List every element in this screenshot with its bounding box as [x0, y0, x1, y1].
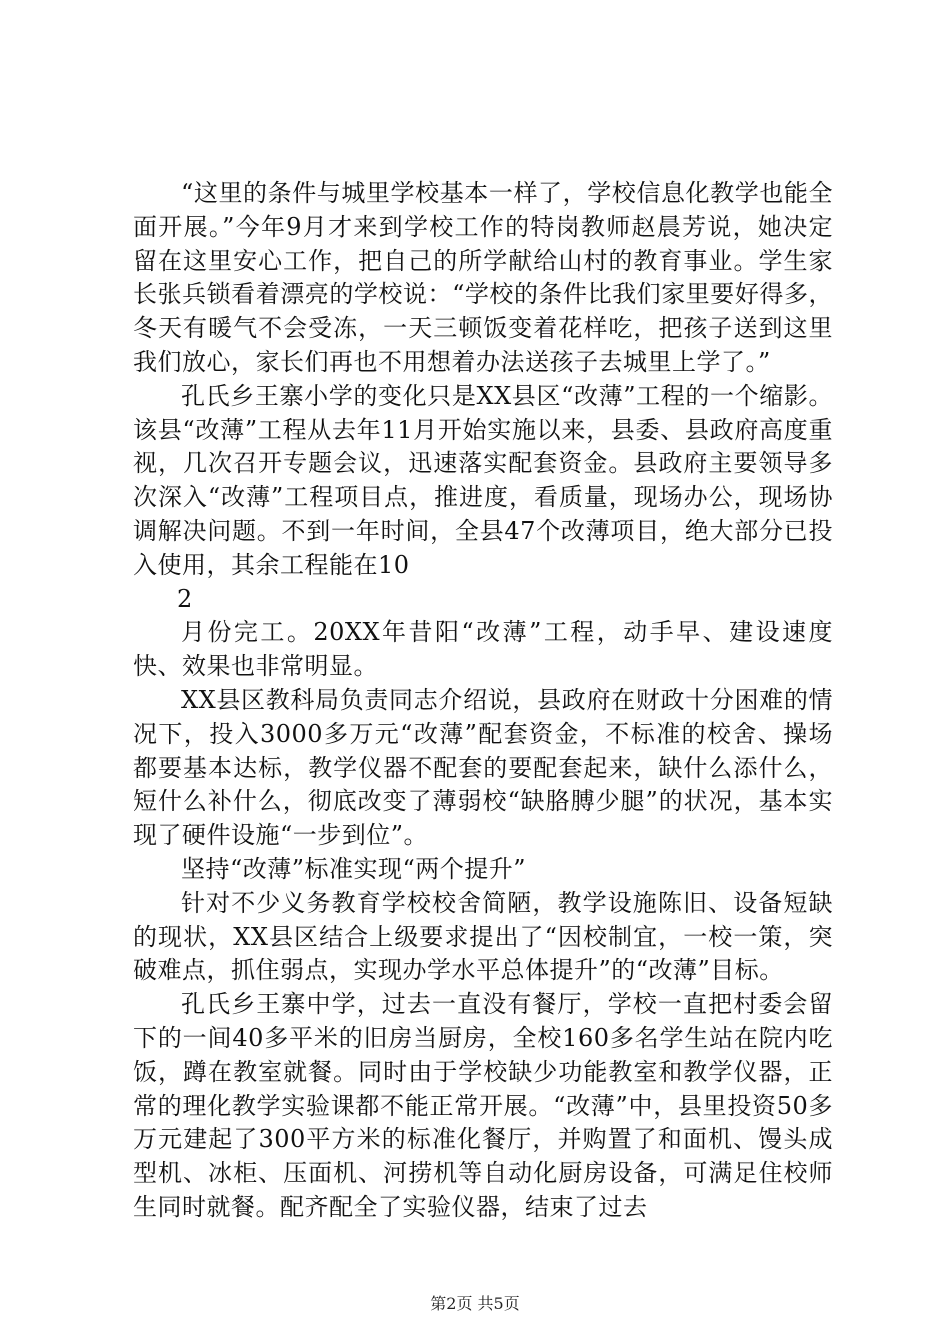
- paragraph-teacher-quote: “这里的条件与城里学校基本一样了，学校信息化教学也能全面开展。”今年9月才来到学校工作的特岗教师赵晨芳说，她决定留在这里安心工作，把自己的所学献给山村的教育事业。学生家长张兵锁看着漂亮的学校说：“学校的条件比我们家里要好得多，冬天有暖气不会受冻，一天三顿饭变着花样吃，把孩子送到这里我们放心，家长们再也不用想着办法送孩子去城里上学了。”: [133, 179, 833, 376]
- paragraph-bureau-statement: XX县区教科局负责同志介绍说，县政府在财政十分困难的情况下，投入3000多万元“改薄”配套资金，不标准的校舍、操场都要基本达标，教学仪器不配套的要配套起来，缺什么添什么，短什么补什么，彻底改变了薄弱校“缺胳膊少腿”的状况，基本实现了硬件设施“一步到位”。: [133, 685, 833, 850]
- paragraph-county-overview: 孔氏乡王寨小学的变化只是XX县区“改薄”工程的一个缩影。该县“改薄”工程从去年11月开始实施以来，县委、县政府高度重视，几次召开专题会议，迅速落实配套资金。县政府主要领导多次深入“改薄”工程项目点，推进度，看质量，现场办公，现场协调解决问题。不到一年时间，全县47个改薄项目，绝大部分已投入使用，其余工程能在10: [133, 381, 833, 579]
- section-heading: 坚持“改薄”标准实现“两个提升”: [181, 854, 527, 883]
- document-body: [133, 177, 833, 1225]
- paragraph-goals: 针对不少义务教育学校校舍简陋，教学设施陈旧、设备短缺的现状，XX县区结合上级要求提出了“因校制宜，一校一策，突破难点，抓住弱点，实现办学水平总体提升”的“改薄”目标。: [133, 888, 833, 985]
- page-break-marker: 2: [177, 584, 193, 613]
- page-footer: 第2页 共5页: [430, 1294, 520, 1313]
- paragraph-completion: 月份完工。20XX年昔阳“改薄”工程，动手早、建设速度快、效果也非常明显。: [133, 618, 833, 681]
- paragraph-middle-school: 孔氏乡王寨中学，过去一直没有餐厅，学校一直把村委会留下的一间40多平米的旧房当厨房，全校160多名学生站在院内吃饭，蹲在教室就餐。同时由于学校缺少功能教室和教学仪器，正常的理化教学实验课都不能正常开展。“改薄”中，县里投资50多万元建起了300平方米的标准化餐厅，并购置了和面机、馒头成型机、冰柜、压面机、河捞机等自动化厨房设备，可满足住校师生同时就餐。配齐配全了实验仪器，结束了过去: [133, 990, 833, 1221]
